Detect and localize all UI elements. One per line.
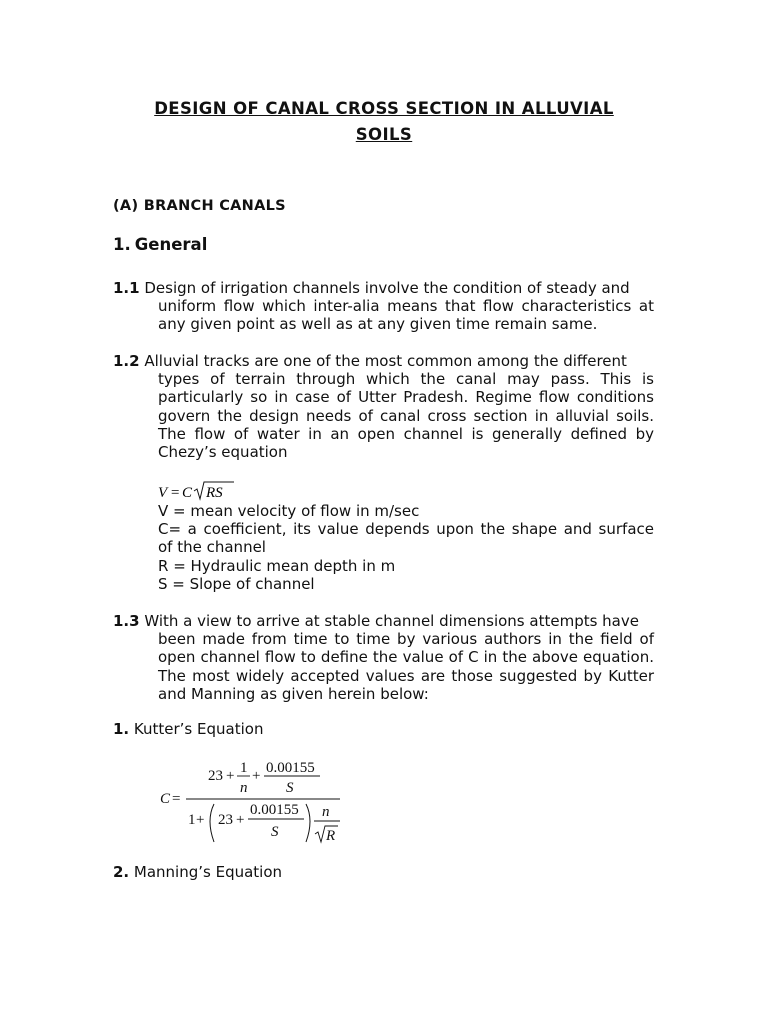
paragraph-first-text: With a view to arrive at stable channel dimensions attempts have — [139, 612, 639, 630]
definition-s: S = Slope of channel — [158, 574, 315, 593]
chezy-equation-graphic — [158, 480, 248, 504]
paragraph-number: 1.3 — [113, 612, 140, 630]
num-n: n — [240, 780, 248, 796]
section-heading-branch-canals: (A) BRANCH CANALS — [113, 198, 286, 214]
paragraph-rest: uniform flow which inter-alia means that flow characteristics at any given point as well as at any given time remain same. — [158, 297, 654, 334]
chezy-c: C — [182, 485, 193, 501]
list-item-kutter — [113, 720, 263, 738]
paragraph-rest: types of terrain through which the canal may pass. This is particularly so in case of Utter Pradesh. Regime flow conditions govern the design needs of canal cross section in alluvial soils. The flow of water in an open channel is generally defined by Chezy’s equation — [158, 370, 654, 462]
paragraph-first-text: Alluvial tracks are one of the most common among the different — [139, 352, 627, 370]
den-s: S — [271, 824, 279, 840]
num-plus-1: + — [226, 768, 235, 784]
paragraph-first-text: Design of irrigation channels involve the condition of steady and — [139, 279, 630, 297]
paragraph-number: 1.1 — [113, 279, 140, 297]
right-paren — [306, 804, 310, 842]
paragraph-number: 1.2 — [113, 352, 140, 370]
num-coef: 0.00155 — [266, 760, 315, 776]
den-coef: 0.00155 — [250, 802, 299, 818]
chezy-rs: RS — [206, 485, 223, 501]
title-line-1: DESIGN OF CANAL CROSS SECTION IN ALLUVIAL — [154, 99, 614, 118]
num-23: 23 — [208, 768, 223, 784]
title-line-2: SOILS — [355, 125, 413, 144]
list-item-manning — [113, 863, 282, 881]
den-plus-2: + — [236, 812, 245, 828]
heading-general — [113, 235, 207, 254]
document-title — [100, 96, 668, 148]
chezy-equals: = — [170, 485, 181, 501]
chezy-definitions — [158, 502, 654, 593]
chezy-v: V — [158, 485, 168, 501]
paragraph-1-2 — [113, 352, 654, 461]
den-23: 23 — [218, 812, 233, 828]
paragraph-first-line — [113, 279, 654, 297]
den-plus-1: + — [196, 812, 205, 828]
heading-text: General — [134, 235, 208, 254]
num-s: S — [286, 780, 294, 796]
den-r: R — [326, 828, 336, 844]
formula-equals: = — [172, 791, 181, 807]
definition-r: R = Hydraulic mean depth in m — [158, 556, 396, 575]
den-n: n — [322, 804, 330, 820]
paragraph-first-line — [113, 352, 654, 370]
paragraph-first-line — [113, 612, 654, 630]
formula-c: C — [160, 791, 171, 807]
left-paren — [210, 804, 214, 842]
list-number: 2. — [113, 863, 130, 881]
kutter-formula — [156, 756, 356, 852]
paragraph-1-1 — [113, 279, 654, 334]
heading-number: 1. — [113, 235, 131, 254]
list-label: Manning’s Equation — [129, 863, 283, 881]
den-one: 1 — [188, 812, 196, 828]
num-one: 1 — [240, 760, 248, 776]
list-number: 1. — [113, 720, 130, 738]
definition-c: C= a coefficient, its value depends upon the shape and surface of the channel — [158, 520, 654, 557]
num-plus-2: + — [252, 768, 261, 784]
paragraph-1-3 — [113, 612, 654, 703]
definition-v: V = mean velocity of flow in m/sec — [158, 502, 420, 520]
paragraph-rest: been made from time to time by various authors in the field of open channel flow to define the value of C in the above equation. The most widely accepted values are those suggested by Kutter and Manning as given herein below: — [158, 630, 654, 703]
list-label: Kutter’s Equation — [129, 720, 264, 738]
